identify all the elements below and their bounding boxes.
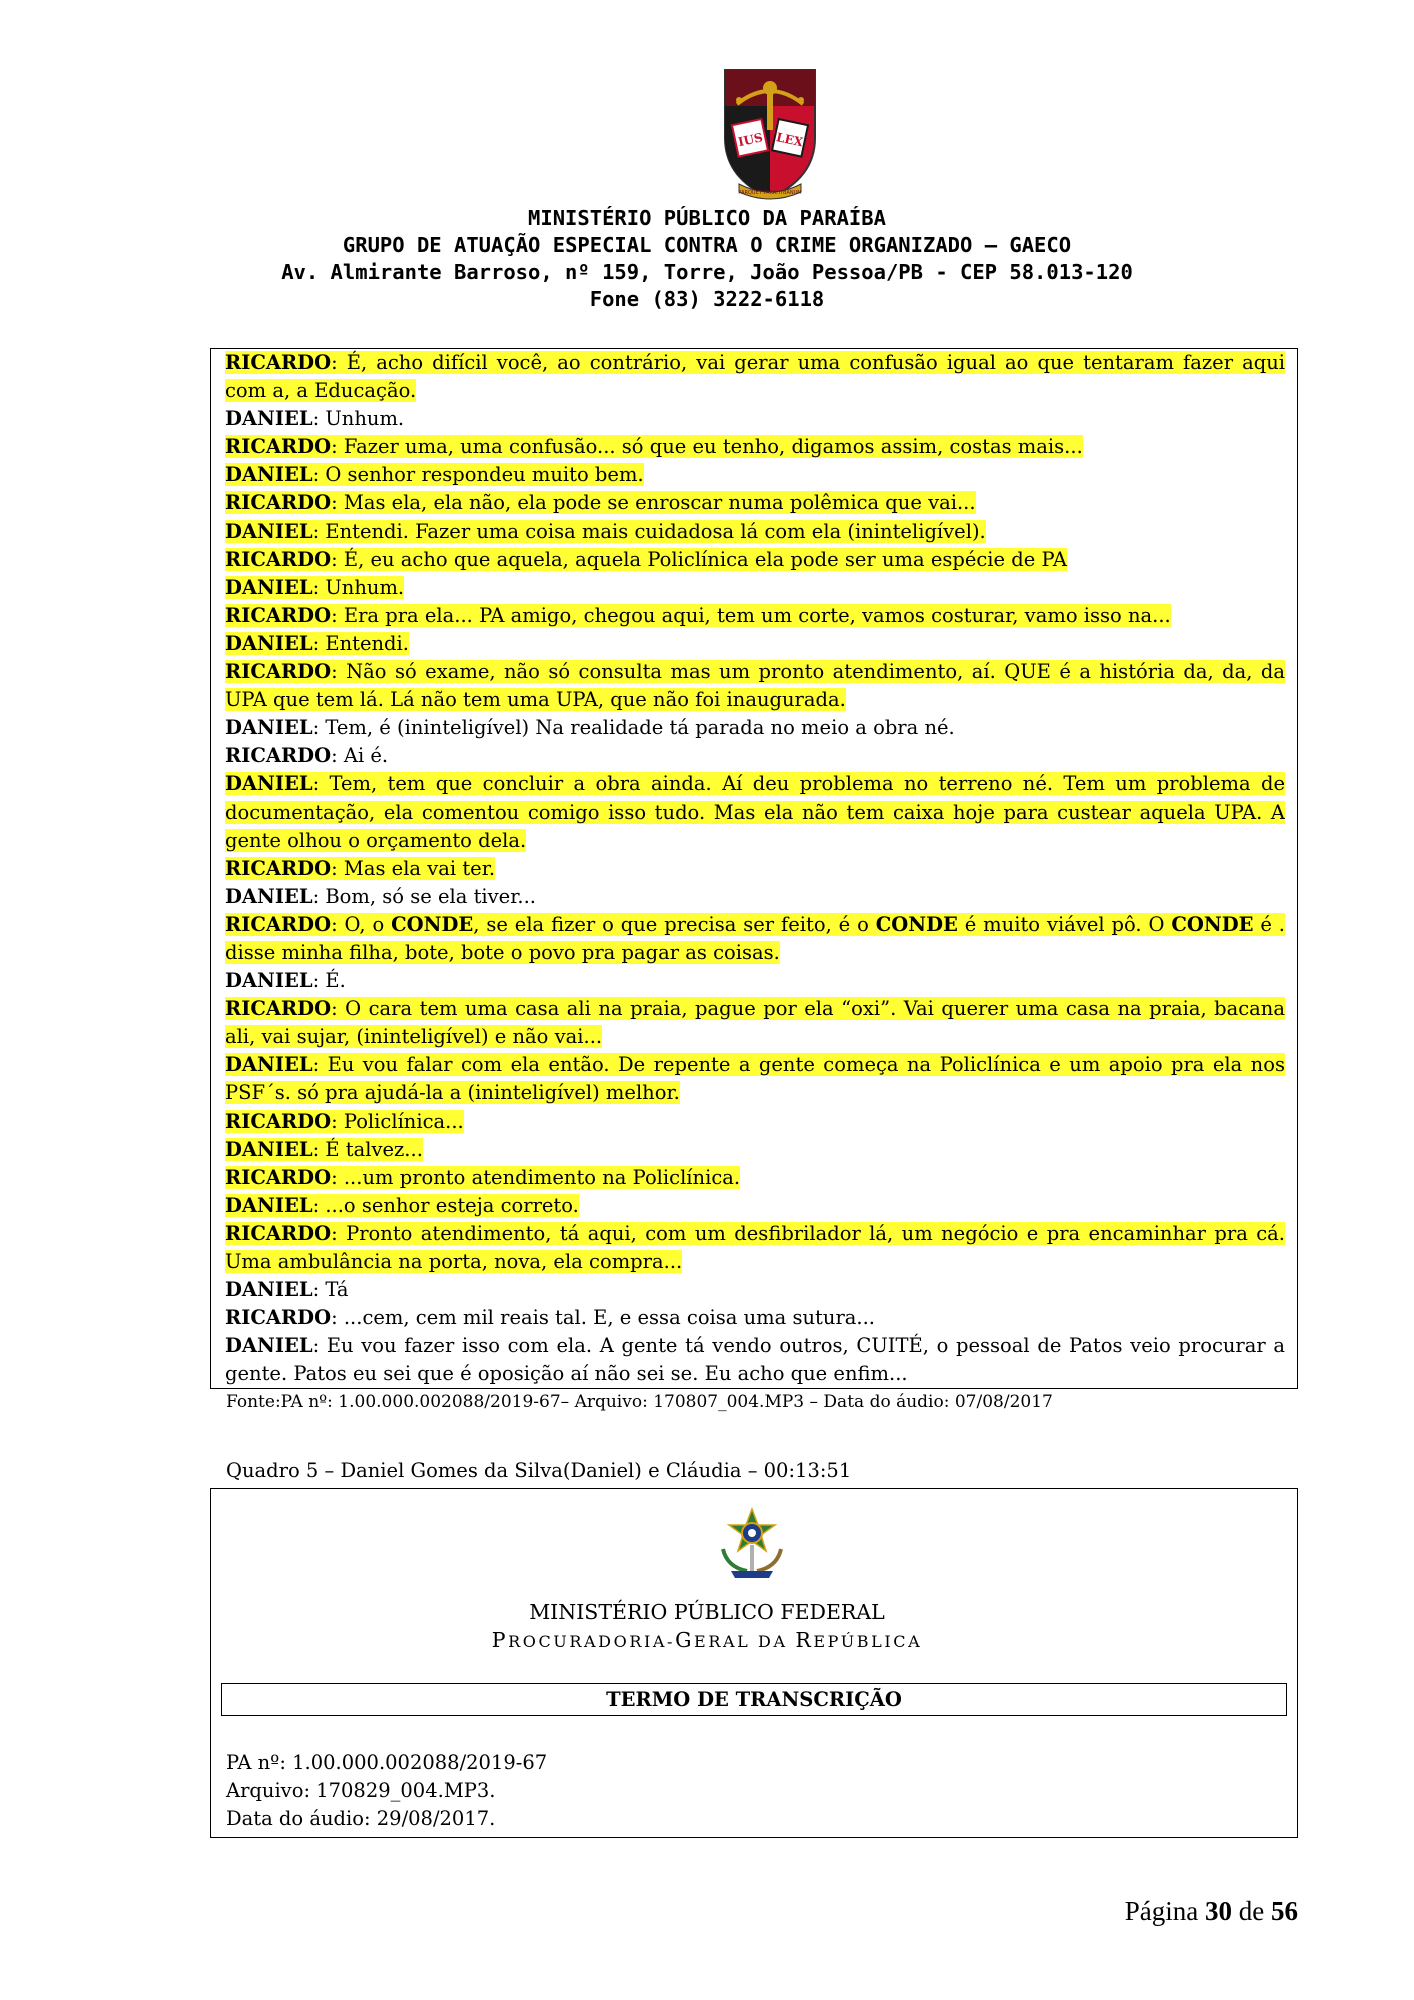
transcript-line [225,911,1285,939]
transcript-lines [225,349,1285,1388]
speech-text: : Tem, é (ininteligível) Na realidade tá parada no meio a obra né. [312,716,955,740]
transcript-line [225,1192,1285,1220]
speech-text: : Policlínica... [331,1109,464,1133]
highlighted-text [225,351,1285,374]
highlighted-text [225,772,1285,795]
transcript-line [225,883,1285,911]
speech-text: : É, eu acho que aquela, aquela Policlínica ela pode ser uma espécie de PA [331,547,1067,571]
subtitle-cap: P [491,1628,509,1652]
highlighted-text [225,1081,680,1104]
speech-text: ali, vai sujar, (ininteligível) e não vai... [225,1025,603,1049]
plain-text [225,1306,875,1329]
transcript-line [225,770,1285,798]
speech-text: PSF´s. só pra ajudá-la a (ininteligível) melhor. [225,1081,680,1105]
plain-text [225,1334,1285,1357]
subtitle-cap: R [795,1628,814,1652]
speaker-name: CONDE [875,912,958,936]
transcript-line [225,1276,1285,1304]
speech-text: : É. [312,969,346,993]
transcript-line [225,1332,1285,1360]
page-separator: de [1232,1896,1271,1926]
transcript-line [225,1248,1285,1276]
highlighted-text [225,379,416,402]
speech-text: : Fazer uma, uma confusão... só que eu tenho, digamos assim, costas mais... [331,435,1083,459]
transcript-line [225,827,1285,855]
term-title: TERMO DE TRANSCRIÇÃO [221,1683,1287,1716]
highlighted-text [225,660,1285,683]
page-current: 30 [1205,1896,1233,1926]
crest-motto-right: LEX [774,130,805,150]
speaker-name: DANIEL [225,772,313,796]
speech-text: : Ai é. [331,744,389,768]
header-institution: MINISTÉRIO PÚBLICO DA PARAÍBA [528,206,886,230]
highlighted-text [225,941,780,964]
speaker-name: DANIEL [225,1193,313,1217]
speaker-name: RICARDO [225,491,332,515]
speech-text: : É, acho difícil você, ao contrário, vai gerar uma confusão igual ao que tentaram fazer aqui [331,351,1285,374]
page-total: 56 [1271,1896,1298,1926]
header-address: Av. Almirante Barroso, nº 159, Torre, João Pessoa/PB - CEP 58.013-120 [281,260,1133,284]
page-prefix: Página [1124,1896,1206,1926]
speech-text: : Entendi. [312,631,409,655]
speaker-name: DANIEL [225,1278,313,1302]
highlighted-text [225,491,976,514]
brazil-coat-of-arms-icon [717,1505,787,1581]
speech-text: é . [1260,912,1285,936]
audio-file: Arquivo: 170829_004.MP3. [226,1779,496,1802]
transcript-line [225,433,1285,461]
transcript-line [225,1164,1285,1192]
speech-text: disse minha filha, bote, bote o povo pra pagar as coisas. [225,940,780,964]
speech-text: : Entendi. Fazer uma coisa mais cuidadosa lá com ela (ininteligível). [312,519,986,543]
speech-text: documentação, ela comentou comigo isso tudo. Mas ela não tem caixa hoje para custear aquela UPA. A [225,800,1285,824]
subtitle-part: ROCURADORIA- [508,1632,676,1651]
speaker-name: RICARDO [225,1165,332,1189]
plain-text [225,969,346,992]
subtitle-part: ERAL DA [694,1632,796,1651]
speech-text: : Mas ela, ela não, ela pode se enroscar numa polêmica que vai... [331,491,976,515]
highlighted-text [225,688,846,711]
speaker-name: RICARDO [225,856,332,880]
subtitle-cap: G [675,1628,695,1652]
transcript-line [225,855,1285,883]
transcript-line [225,377,1285,405]
speech-text: : Era pra ela... PA amigo, chegou aqui, tem um corte, vamos costurar, vamo isso na... [331,603,1171,627]
speaker-name: RICARDO [225,744,332,768]
speech-text: : Pronto atendimento, tá aqui, com um desfibrilador lá, um negócio e pra encaminhar pra cá. [331,1221,1285,1245]
plain-text [225,407,404,430]
speech-text: : Unhum. [312,407,405,431]
speaker-name: RICARDO [225,351,332,374]
transcript-line [225,939,1285,967]
transcript-line [225,349,1285,377]
speech-text: : Tem, tem que concluir a obra ainda. Aí deu problema no terreno né. Tem um problema de [312,772,1285,796]
transcript-line [225,799,1285,827]
speaker-name: DANIEL [225,575,313,599]
transcript-line [225,461,1285,489]
speaker-name: DANIEL [225,519,313,543]
speech-text: : Eu vou fazer isso com ela. A gente tá vendo outros, CUITÉ, o pessoal de Patos veio procurar a [312,1334,1285,1358]
subtitle-part: EPÚBLICA [813,1632,923,1651]
speaker-name: RICARDO [225,1306,332,1330]
speaker-name: RICARDO [225,1109,332,1133]
org-subtitle [0,1626,1414,1656]
speech-text: gente. Patos eu sei que é oposição aí não sei se. Eu acho que enfim... [225,1362,908,1386]
highlighted-text [225,604,1171,627]
speaker-name: DANIEL [225,463,313,487]
highlighted-text [225,801,1285,824]
highlighted-text [225,1166,740,1189]
highlighted-text [225,632,409,655]
highlighted-text [225,576,404,599]
speaker-name: RICARDO [225,997,332,1021]
highlighted-text [225,829,526,852]
speaker-name: CONDE [391,912,474,936]
plain-text [225,1362,908,1385]
highlighted-text [225,1138,423,1161]
transcript-line [225,742,1285,770]
transcript-line [225,714,1285,742]
speaker-name: DANIEL [225,969,313,993]
speech-text: : ...o senhor esteja correto. [312,1193,579,1217]
highlighted-text [225,548,1067,571]
header-group: GRUPO DE ATUAÇÃO ESPECIAL CONTRA O CRIME ORGANIZADO – GAECO [342,233,1072,257]
speaker-name: RICARDO [225,1221,332,1245]
transcript-line [225,1360,1285,1388]
plain-text [225,1278,348,1301]
speaker-name: DANIEL [225,884,313,908]
quadro-caption: Quadro 5 – Daniel Gomes da Silva(Daniel) e Cláudia – 00:13:51 [226,1459,852,1482]
transcript-line [225,967,1285,995]
transcript-line [225,574,1285,602]
speaker-name: DANIEL [225,1334,313,1358]
highlighted-text [225,463,644,486]
speech-text: : Unhum. [312,575,405,599]
speech-text: : Eu vou falar com ela então. De repente a gente começa na Policlínica e um apoio pra ela nos [312,1053,1285,1077]
speaker-name: RICARDO [225,912,332,936]
header-phone: Fone (83) 3222-6118 [589,287,825,311]
transcript-line [225,1051,1285,1079]
plain-text [225,744,388,767]
speech-text: : Tá [312,1278,349,1302]
highlighted-text [225,1194,579,1217]
speech-text: : ...um pronto atendimento na Policlínica. [331,1165,741,1189]
highlighted-text [225,857,495,880]
highlighted-text [225,520,986,543]
transcript-line [225,1023,1285,1051]
highlighted-text [225,913,1285,939]
gaeco-crest-icon [717,60,823,208]
highlighted-text [225,435,1083,458]
speaker-name: RICARDO [225,435,332,459]
speech-text: gente olhou o orçamento dela. [225,828,527,852]
speaker-name: RICARDO [225,660,332,684]
transcript-line [225,518,1285,546]
transcript-line [225,602,1285,630]
transcript-line [225,1136,1285,1164]
transcript-line [225,1220,1285,1248]
highlighted-text [225,1110,464,1133]
highlighted-text [225,1222,1285,1245]
speech-text: : O senhor respondeu muito bem. [312,463,644,487]
speech-text: é muito viável pô. O [957,912,1172,936]
page-number [1108,1894,1298,1928]
speaker-name: RICARDO [225,603,332,627]
transcript-line [225,405,1285,433]
speaker-name: CONDE [1171,912,1254,936]
speech-text: Uma ambulância na porta, nova, ela compra... [225,1250,683,1273]
transcript-line [225,1079,1285,1107]
transcript-line [225,658,1285,686]
org-name: MINISTÉRIO PÚBLICO FEDERAL [529,1600,885,1624]
highlighted-text [225,1025,602,1048]
speaker-name: DANIEL [225,716,313,740]
transcript-line [225,995,1285,1023]
transcript-line [225,546,1285,574]
transcript-line [225,630,1285,658]
plain-text [225,885,536,908]
speech-text: : É talvez... [312,1137,423,1161]
speech-text: com a, a Educação. [225,379,417,403]
speech-text: : Não só exame, não só consulta mas um pronto atendimento, aí. QUE é a história da, da, da [331,660,1285,684]
speaker-name: DANIEL [225,407,313,431]
speaker-name: RICARDO [225,547,332,571]
transcript-box [210,348,1298,1389]
speech-text: UPA que tem lá. Lá não tem uma UPA, que não foi inaugurada. [225,688,846,712]
transcript-source: Fonte:PA nº: 1.00.000.002088/2019-67– Arquivo: 170807_004.MP3 – Data do áudio: 07/08/2017 [226,1392,1053,1412]
audio-date: Data do áudio: 29/08/2017. [226,1807,496,1830]
pa-number: PA nº: 1.00.000.002088/2019-67 [226,1751,548,1774]
crest-motto-left: IUS [736,130,764,150]
highlighted-text [225,1250,682,1273]
speaker-name: DANIEL [225,1053,313,1077]
speech-text: : Mas ela vai ter. [331,856,496,880]
transcript-line [225,686,1285,714]
crest-ribbon-text: PARQUET PARAHYBANUM [738,190,802,196]
highlighted-text [225,1053,1285,1076]
highlighted-text [225,997,1285,1020]
speech-text: : O cara tem uma casa ali na praia, pague por ela “oxi”. Vai querer uma casa na praia, bacana [331,997,1285,1021]
speech-text: , se ela fizer o que precisa ser feito, é o [473,912,876,936]
plain-text [225,716,955,739]
transcript-line [225,489,1285,517]
speaker-name: DANIEL [225,1137,313,1161]
speaker-name: DANIEL [225,631,313,655]
transcript-line [225,1108,1285,1136]
speech-text: : Bom, só se ela tiver... [312,884,536,908]
transcript-line [225,1304,1285,1332]
speech-text: : ...cem, cem mil reais tal. E, e essa coisa uma sutura... [331,1306,875,1330]
speech-text: : O, o [331,912,392,936]
